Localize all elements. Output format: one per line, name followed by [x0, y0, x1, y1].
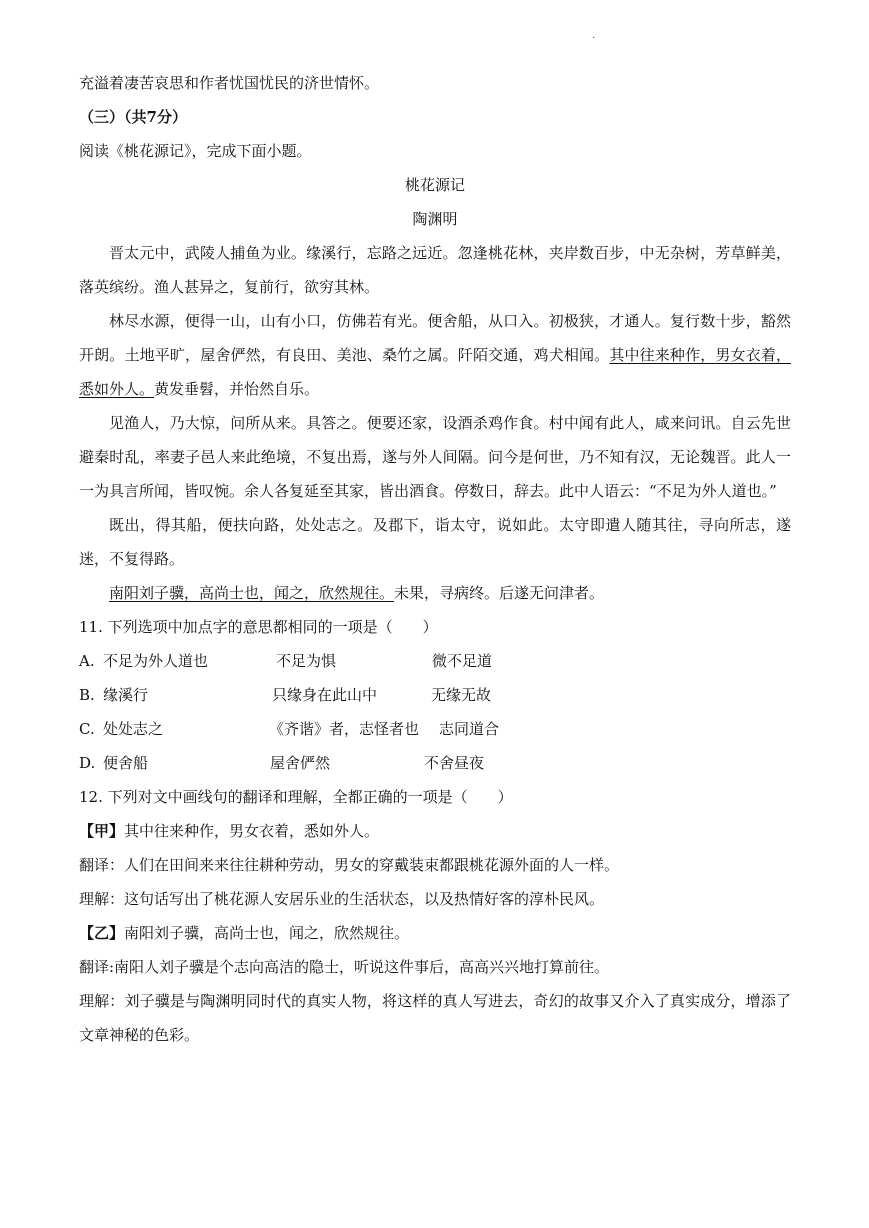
option-col-1: 缘溪行 — [103, 686, 149, 704]
option-letter: A. — [79, 652, 95, 670]
section-title: （三）（共7分） — [79, 108, 187, 126]
q12-jia-translation: 翻译：人们在田间来来往往耕种劳动，男女的穿戴装束都跟桃花源外面的人一样。 — [79, 856, 620, 874]
option-col-2: 《齐谐》者，志怪者也 — [269, 720, 420, 738]
option-col-3: 微不足道 — [432, 652, 493, 670]
q12-jia-line — [79, 814, 791, 848]
instruction: 阅读《桃花源记》，完成下面小题。 — [79, 142, 312, 160]
document-page — [79, 66, 791, 1052]
passage-paragraph-3: 见渔人，乃大惊，问所从来。具答之。便要还家，设酒杀鸡作食。村中闻有此人，咸来问讯。自云先世避秦时乱，率妻子邑人来此绝境，不复出焉，遂与外人间隔。问今是何世，乃不知有汉，无论魏晋。此人一一为具言所闻，皆叹惋。余人各复延至其家，皆出酒食。停数日，辞去。此中人语云：“不足为外人道也。” — [79, 414, 791, 500]
p2-underlined-sentence: 其中往来种作，男女衣着，悉如外人。 — [79, 346, 791, 398]
passage-title: 桃花源记 — [404, 176, 465, 194]
option-col-3: 不舍昼夜 — [424, 754, 485, 772]
option-col-2: 不足为惧 — [276, 652, 337, 670]
header-mark: . — [592, 30, 596, 41]
q11-option-b — [79, 678, 791, 712]
option-letter: B. — [79, 686, 95, 704]
yi-sentence: 南阳刘子骥，高尚士也，闻之，欣然规往。 — [124, 924, 410, 942]
passage-author: 陶渊明 — [412, 210, 458, 228]
q11-option-c — [79, 712, 791, 746]
q12-yi-understanding: 理解：刘子骥是与陶渊明同时代的真实人物，将这样的真人写进去，奇幻的故事又介入了真实成分，增添了文章神秘的色彩。 — [79, 992, 791, 1044]
option-col-3: 志同道合 — [439, 720, 500, 738]
p2-text-b: 黄发垂髫，并怡然自乐。 — [154, 380, 320, 398]
passage-paragraph-2 — [79, 304, 791, 406]
question-12-stem: 12. 下列对文中画线句的翻译和理解，全都正确的一项是（ ） — [79, 788, 513, 806]
option-letter: C. — [79, 720, 95, 738]
passage-paragraph-5 — [79, 576, 791, 610]
option-letter: D. — [79, 754, 96, 772]
passage-paragraph-4: 既出，得其船，便扶向路，处处志之。及郡下，诣太守，说如此。太守即遣人随其往，寻向所志，遂迷，不复得路。 — [79, 516, 791, 568]
jia-label: 【甲】 — [79, 822, 125, 840]
q11-option-d — [79, 746, 791, 780]
yi-label: 【乙】 — [79, 924, 125, 942]
option-col-1: 处处志之 — [103, 720, 164, 738]
q12-yi-line — [79, 916, 791, 950]
q11-option-a — [79, 644, 791, 678]
option-col-2: 只缘身在此山中 — [272, 686, 378, 704]
q12-yi-translation: 翻译:南阳人刘子骥是个志向高洁的隐士，听说这件事后，高高兴兴地打算前往。 — [79, 958, 610, 976]
option-col-3: 无缘无故 — [431, 686, 492, 704]
question-11-stem: 11. 下列选项中加点字的意思都相同的一项是（ ） — [79, 618, 438, 636]
intro-tail: 充溢着凄苦哀思和作者忧国忧民的济世情怀。 — [79, 74, 380, 92]
passage-paragraph-1: 晋太元中，武陵人捕鱼为业。缘溪行，忘路之远近。忽逢桃花林，夹岸数百步，中无杂树，芳草鲜美，落英缤纷。渔人甚异之，复前行，欲穷其林。 — [79, 244, 791, 296]
jia-sentence: 其中往来种作，男女衣着，悉如外人。 — [124, 822, 380, 840]
option-col-1: 不足为外人道也 — [103, 652, 209, 670]
p5-underlined-sentence: 南阳刘子骥，高尚士也，闻之，欣然规往。 — [109, 584, 395, 602]
q12-jia-understanding: 理解：这句话写出了桃花源人安居乐业的生活状态，以及热情好客的淳朴民风。 — [79, 890, 605, 908]
option-col-1: 便舍船 — [103, 754, 149, 772]
p2-text-a: 林尽水源，便得一山，山有小口，仿佛若有光。便舍船，从口入。初极狭，才通人。复行数十步，豁然开朗。土地平旷，屋舍俨然，有良田、美池、桑竹之属。阡陌交通，鸡犬相闻。 — [79, 312, 791, 364]
p5-text-b: 未果，寻病终。后遂无问津者。 — [394, 584, 605, 602]
option-col-2: 屋舍俨然 — [270, 754, 331, 772]
